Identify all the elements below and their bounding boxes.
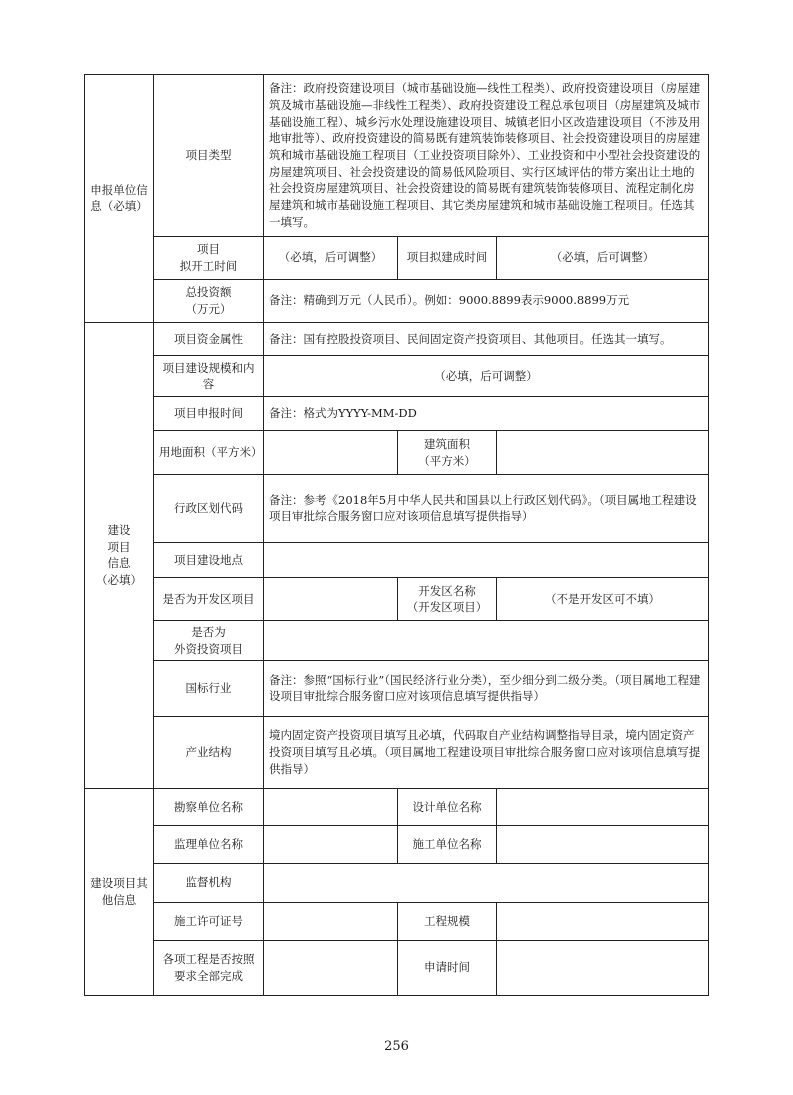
- completion-time-field[interactable]: （必填，后可调整）: [497, 236, 709, 279]
- supervision-unit-field[interactable]: [264, 826, 398, 864]
- permit-number-label: 施工许可证号: [154, 902, 264, 940]
- land-area-field[interactable]: [264, 431, 398, 475]
- design-unit-field[interactable]: [497, 789, 709, 826]
- project-scale-field[interactable]: [497, 902, 709, 940]
- industry-structure-label: 产业结构: [154, 716, 264, 789]
- contractor-unit-field[interactable]: [497, 826, 709, 864]
- section-applicant-info: 申报单位信息（必填）: [85, 75, 154, 323]
- start-time-label: 项目 拟开工时间: [154, 236, 264, 279]
- project-scale-label: 工程规模: [398, 902, 497, 940]
- page-number: 256: [384, 1039, 409, 1054]
- project-type-label: 项目类型: [154, 75, 264, 237]
- oversight-agency-field[interactable]: [264, 863, 709, 902]
- division-code-label: 行政区划代码: [154, 475, 264, 543]
- investment-note[interactable]: 备注：精确到万元（人民币）。例如：9000.8899表示9000.8899万元: [264, 279, 709, 322]
- project-info-form: [84, 74, 709, 996]
- devzone-name-label: 开发区名称 （开发区项目）: [398, 578, 497, 621]
- supervision-unit-label: 监理单位名称: [154, 826, 264, 864]
- request-time-field[interactable]: [497, 940, 709, 995]
- land-area-label: 用地面积（平方米）: [154, 431, 264, 475]
- industry-label: 国标行业: [154, 661, 264, 716]
- survey-unit-field[interactable]: [264, 789, 398, 826]
- section-other-info: 建设项目其他信息: [85, 789, 154, 996]
- location-label: 项目建设地点: [154, 542, 264, 578]
- permit-number-field[interactable]: [264, 902, 398, 940]
- completion-time-label: 项目拟建成时间: [398, 236, 497, 279]
- industry-note[interactable]: 备注：参照“国标行业”（国民经济行业分类），至少细分到二级分类。（项目属地工程建设项目审批综合服务窗口应对该项信息填写提供指导）: [264, 661, 709, 716]
- all-complete-field[interactable]: [264, 940, 398, 995]
- division-code-note[interactable]: 备注：参考《2018年5月中华人民共和国县以上行政区划代码》。（项目属地工程建设项目审批综合服务窗口应对该项信息填写提供指导）: [264, 475, 709, 543]
- start-time-field[interactable]: （必填，后可调整）: [264, 236, 398, 279]
- all-complete-label: 各项工程是否按照要求全部完成: [154, 940, 264, 995]
- building-area-field[interactable]: [497, 431, 709, 475]
- industry-structure-note[interactable]: 境内固定资产投资项目填写且必填，代码取自产业结构调整指导目录，境内固定资产投资项目填写且必填。（项目属地工程建设项目审批综合服务窗口应对该项信息填写提供指导）: [264, 716, 709, 789]
- survey-unit-label: 勘察单位名称: [154, 789, 264, 826]
- devzone-field[interactable]: [264, 578, 398, 621]
- design-unit-label: 设计单位名称: [398, 789, 497, 826]
- foreign-investment-label: 是否为 外资投资项目: [154, 621, 264, 661]
- devzone-label: 是否为开发区项目: [154, 578, 264, 621]
- contractor-unit-label: 施工单位名称: [398, 826, 497, 864]
- location-field[interactable]: [264, 542, 709, 578]
- construction-scale-label: 项目建设规模和内容: [154, 356, 264, 397]
- building-area-label: 建筑面积 （平方米）: [398, 431, 497, 475]
- request-time-label: 申请时间: [398, 940, 497, 995]
- devzone-name-field[interactable]: （不是开发区可不填）: [497, 578, 709, 621]
- section-construction-info: 建设 项目 信息 （必填）: [85, 322, 154, 789]
- oversight-agency-label: 监督机构: [154, 863, 264, 902]
- foreign-investment-field[interactable]: [264, 621, 709, 661]
- apply-time-note[interactable]: 备注：格式为YYYY-MM-DD: [264, 397, 709, 431]
- investment-label: 总投资额 （万元）: [154, 279, 264, 322]
- project-type-note[interactable]: 备注：政府投资建设项目（城市基础设施—线性工程类）、政府投资建设项目（房屋建筑及城市基础设施—非线性工程类）、政府投资建设工程总承包项目（房屋建筑及城市基础设施工程）、城乡污水处理设施建设项目、城镇老旧小区改造建设项目（不涉及用地审批等）、政府投资建设的简易既有建筑装饰装修项目、社会投资建设项目的房屋建筑和城市基础设施工程项目（工业投资项目除外）、工业投资和中小型社会投资建设的房屋建筑项目、社会投资建设的简易低风险项目、实行区域评估的带方案出让土地的社会投资房屋建筑项目、社会投资建设的简易既有建筑装饰装修项目、流程定制化房屋建筑和城市基础设施工程项目、其它类房屋建筑和城市基础设施工程项目。任选其一填写。: [264, 75, 709, 237]
- fund-attribute-label: 项目资金属性: [154, 322, 264, 356]
- construction-scale-field[interactable]: （必填，后可调整）: [264, 356, 709, 397]
- apply-time-label: 项目申报时间: [154, 397, 264, 431]
- fund-attribute-note[interactable]: 备注：国有控股投资项目、民间固定资产投资项目、其他项目。任选其一填写。: [264, 322, 709, 356]
